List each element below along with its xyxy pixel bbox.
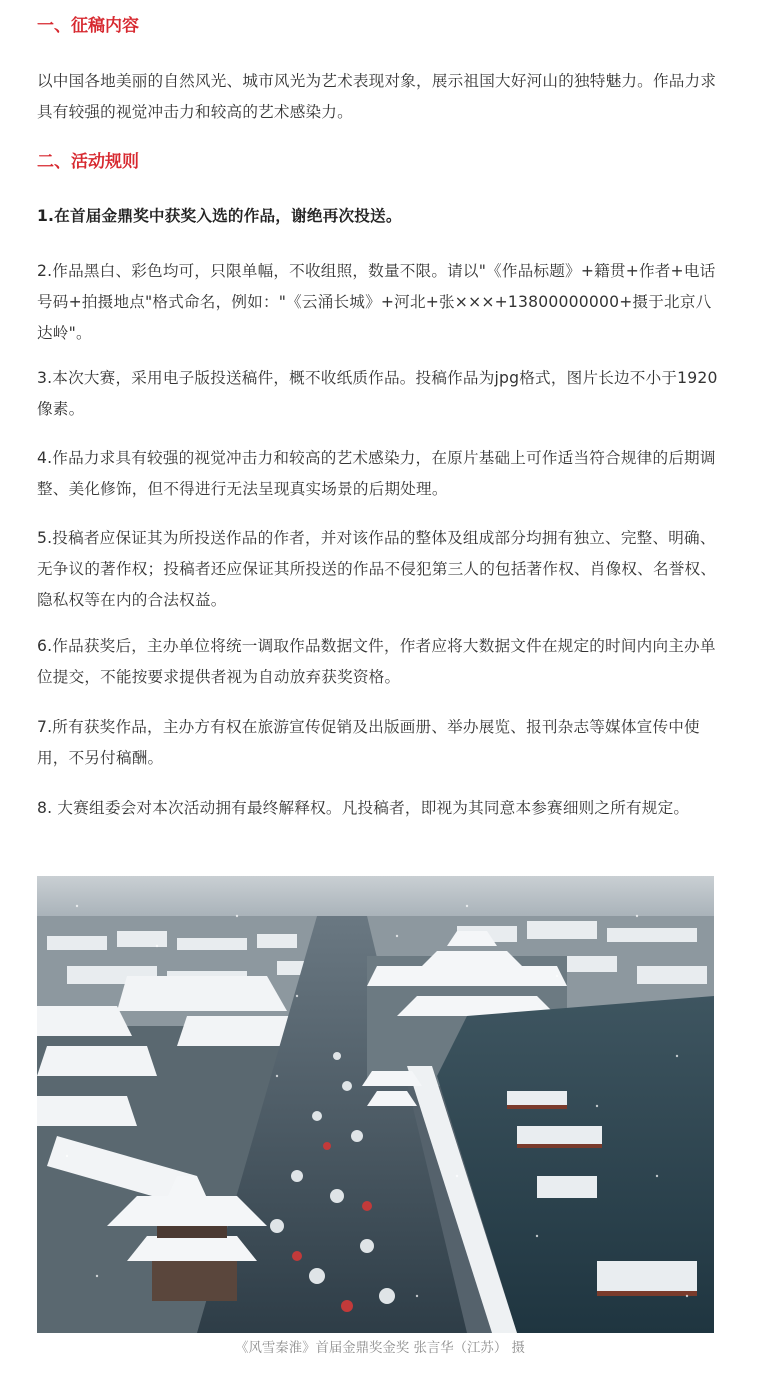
rule-5: 5.投稿者应保证其为所投送作品的作者，并对该作品的整体及组成部分均拥有独立、完整、明确、无争议的著作权；投稿者还应保证其所投送的作品不侵犯第三人的包括著作权、肖像权、名誉权、隐私权等在内的合法权益。 [37, 529, 717, 609]
rule-7: 7.所有获奖作品，主办方有权在旅游宣传促销及出版画册、举办展览、报刊杂志等媒体宣传中使用，不另付稿酬。 [37, 718, 700, 767]
section-heading-submission: 一、征稿内容 [37, 16, 139, 36]
section-heading-rules: 二、活动规则 [37, 152, 139, 172]
rule-8: 8. 大赛组委会对本次活动拥有最终解释权。凡投稿者，即视为其同意本参赛细则之所有规定。 [37, 799, 690, 817]
rule-1: 1.在首届金鼎奖中获奖入选的作品，谢绝再次投送。 [37, 207, 402, 225]
submission-description: 以中国各地美丽的自然风光、城市风光为艺术表现对象，展示祖国大好河山的独特魅力。作品力求具有较强的视觉冲击力和较高的艺术感染力。 [37, 72, 717, 121]
snow-scene-illustration [37, 876, 714, 1333]
rule-3: 3.本次大赛，采用电子版投送稿件，概不收纸质作品。投稿作品为jpg格式，图片长边不小于1920像素。 [37, 369, 718, 418]
rule-2: 2.作品黑白、彩色均可，只限单幅，不收组照，数量不限。请以"《作品标题》+籍贯+作者+电话号码+拍摄地点"格式命名，例如："《云涌长城》+河北+张×××+13800000000+摄于北京八达岭"。 [37, 262, 716, 342]
snow-scene-photo [37, 876, 714, 1333]
rule-4: 4.作品力求具有较强的视觉冲击力和较高的艺术感染力，在原片基础上可作适当符合规律的后期调整、美化修饰，但不得进行无法呈现真实场景的后期处理。 [37, 449, 716, 498]
photo-caption: 《风雪秦淮》首届金鼎奖金奖 张言华（江苏） 摄 [235, 1341, 525, 1356]
rule-6: 6.作品获奖后，主办单位将统一调取作品数据文件，作者应将大数据文件在规定的时间内向主办单位提交，不能按要求提供者视为自动放弃获奖资格。 [37, 637, 716, 686]
